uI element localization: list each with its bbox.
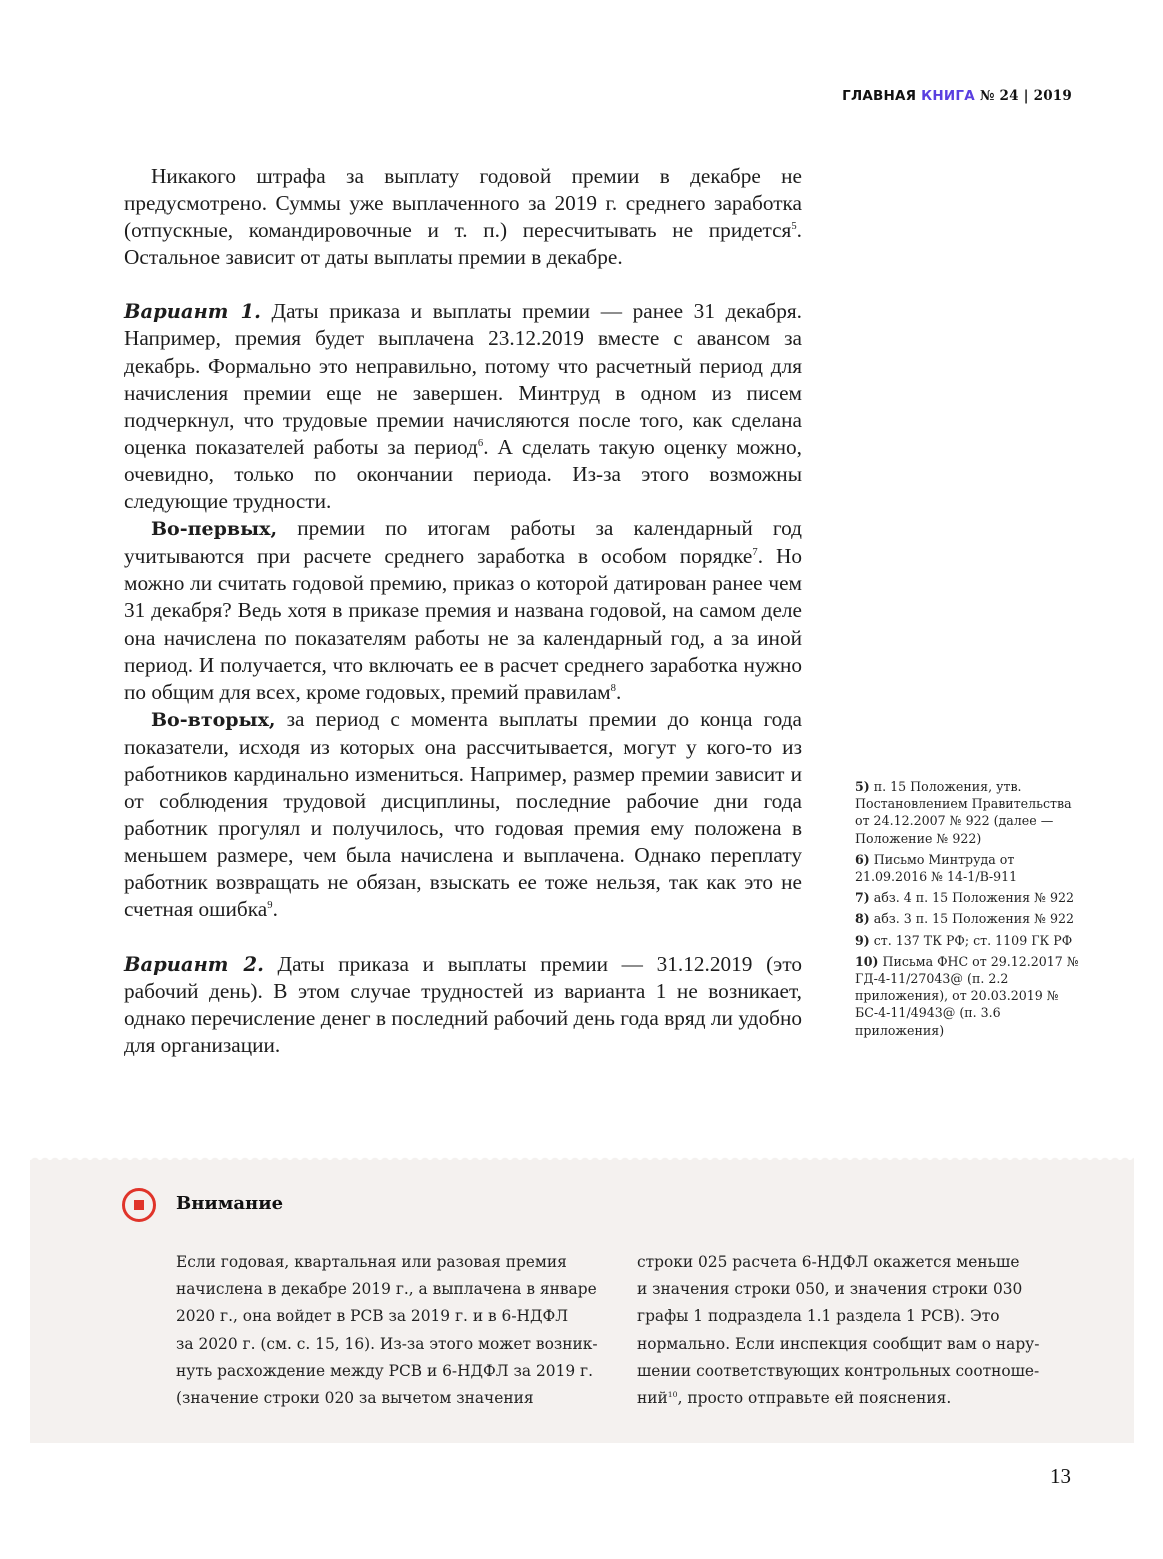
footnote-ref-9[interactable]: 9 [267, 900, 273, 912]
second-lead: Во-вторых, [151, 708, 276, 731]
footnote-ref-7[interactable]: 7 [752, 547, 758, 559]
variant-2-label: Вариант 2. [124, 952, 264, 976]
paragraph-variant-2: Вариант 2. Даты приказа и выплаты премии — 31.12.2019 (это рабочий день). В этом случае трудностей из варианта 1 не возникает, однако перечисление денег в последний рабочий день года вряд ли удобно для организации. [124, 951, 802, 1057]
first-lead: Во-первых, [151, 518, 278, 541]
variant-1-label: Вариант 1. [124, 300, 261, 324]
paragraph-variant-1: Вариант 1. Даты приказа и выплаты премии — ранее 31 декабря. Например, премия будет выплачена 23.12.2019 вместе с авансом за декабрь. Формально это неправильно, потому что расчетный период для начисления премии еще не завершен. Минтруд в одном из писем подчеркнул, что трудовые премии начисляются после того, как сделана оценка показателей работы за период$^6$. А сделать такую оценку можно, очевидно, только по окончании периода. Из-за этого возможны следующие трудности. [124, 299, 803, 514]
attention-callout [30, 1160, 1134, 1443]
paragraph-second: Во-вторых, за период с момента выплаты премии до конца года показатели, исходя из которых она рассчитывается, могут у кого-то из работников кардинально измениться. Например, размер премии зависит и от соблюдения трудовой дисциплины, последние рабочие дни года работник прогулял и получилось, что годовая премия ему положена в меньшем размере, чем была начислена и выплачена. Однако переплату работник возвращать не обязан, взыскать ее тоже нельзя, так как это не счетная ошибка$^9$. [124, 706, 802, 922]
paragraph-first: Во-первых, премии по итогам работы за календарный год учитываются при расчете среднего заработка в особом порядке$^7$. Но можно ли считать годовой премию, приказ о которой датирован ранее чем 31 декабря? Ведь хотя в приказе премия и названа годовой, на самом деле она начислена по показателям работы не за календарный год, а за иной период. И получается, что включать ее в расчет среднего заработка нужно по общим для всех, кроме годовых, премий правилам$^8$. [124, 516, 802, 704]
brand-name-part1: ГЛАВНАЯ [842, 88, 917, 104]
footnote-7: 7) абз. 4 п. 15 Положения № 922 [855, 890, 1075, 906]
page-number: 13 [1050, 1464, 1071, 1488]
footnote-ref-6[interactable]: 6 [477, 437, 484, 449]
footnote-ref-8[interactable]: 8 [610, 682, 616, 694]
brand-name-part2: КНИГА [921, 88, 975, 104]
footnote-8: 8) абз. 3 п. 15 Положения № 922 [855, 911, 1075, 927]
footnote-9: 9) ст. 137 ТК РФ; ст. 1109 ГК РФ [855, 932, 1073, 948]
callout-column-1: Если годовая, квартальная или разовая премия начислена в декабре 2019 г., а выплачена в январе 2020 г., она войдет в РСВ за 2019 г. и в 6-НДФЛ за 2020 г. (см. с. 15, 16). Из-за этого может возник- нуть расхождение между РСВ и 6-НДФЛ за 2019 г. (значение строки 020 за вычетом значения [176, 1253, 598, 1408]
callout-column-2: строки 025 расчета 6-НДФЛ окажется меньше и значения строки 050, и значения строки 030 графы 1 подраздела 1.1 раздела 1 РСВ). Это нормально. Если инспекция сообщит вам о нару- шении соответствующих контрольных соотноше- ний$^{10}$, просто отправьте ей пояснения. [637, 1253, 1040, 1408]
footnote-ref-5[interactable]: 5 [791, 221, 797, 233]
issue-number: № 24 | 2019 [979, 88, 1072, 104]
paragraph-intro: Никакого штрафа за выплату годовой премии в декабре не предусмотрено. Суммы уже выплаченного за 2019 г. среднего заработка (отпускные, командировочные и т. п.) пересчитывать не придется$^5$. Остальное зависит от даты выплаты премии в декабре. [124, 164, 802, 270]
footnotes [855, 778, 1080, 1043]
footnote-10: 10) Письма ФНС от 29.12.2017 № ГД-4-11/27043@ (п. 2.2 приложения), от 20.03.2019 № БС-4-11/4943@ (п. 3.6 приложения) [855, 953, 1079, 1038]
callout-wavy-edge [30, 1156, 1134, 1162]
stop-warning-icon [122, 1188, 156, 1222]
article-body [124, 163, 802, 1059]
callout-title: Внимание [176, 1193, 284, 1214]
footnote-6: 6) Письмо Минтруда от 21.09.2016 № 14-1/В-911 [855, 851, 1018, 885]
running-header [842, 88, 1072, 104]
footnote-ref-10[interactable]: 10 [667, 1389, 678, 1399]
footnote-5: 5) п. 15 Положения, утв. Постановлением Правительства от 24.12.2007 № 922 (далее — Положение № 922) [855, 779, 1072, 846]
